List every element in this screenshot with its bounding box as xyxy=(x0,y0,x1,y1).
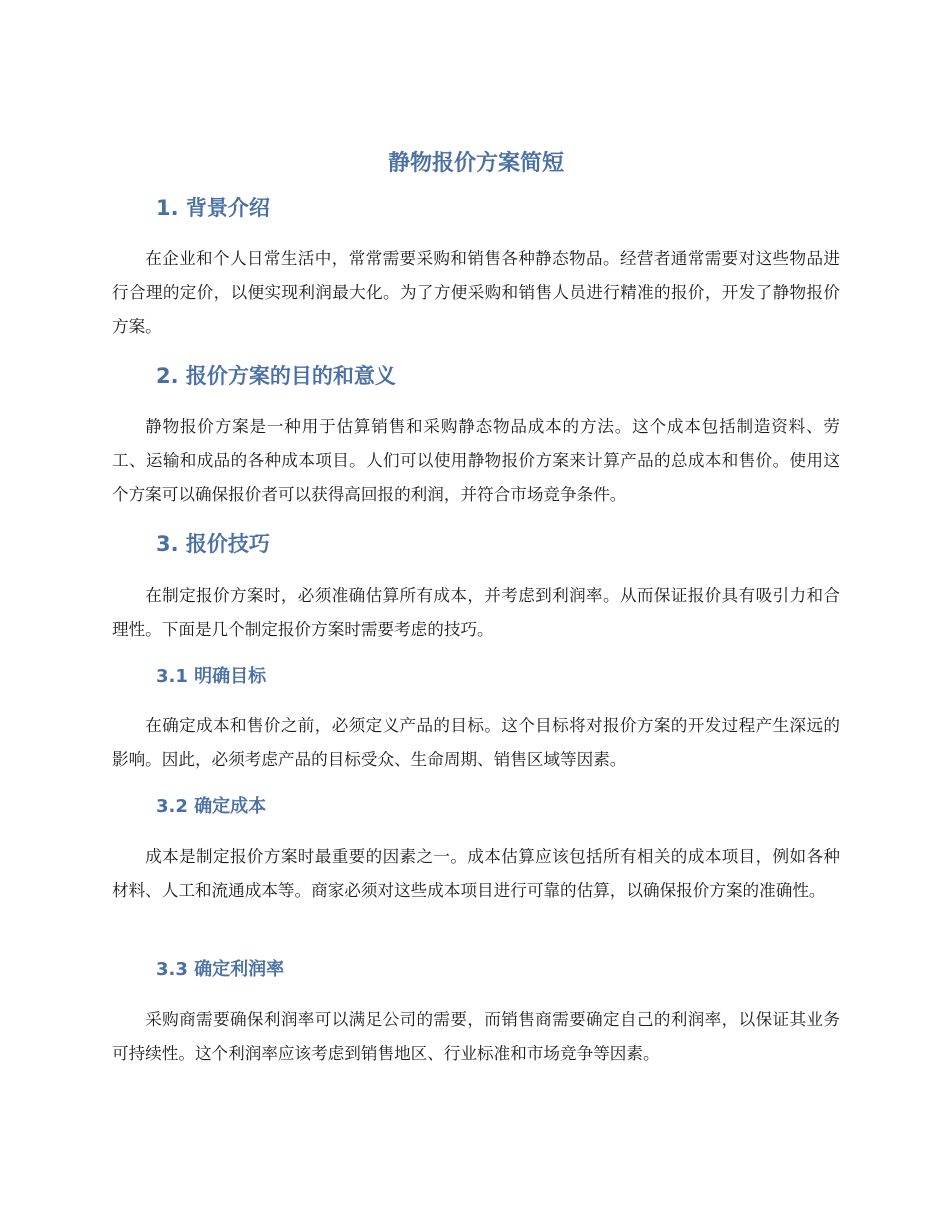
section-heading-purpose: 2. 报价方案的目的和意义 xyxy=(156,364,396,388)
section-body-background: 在企业和个人日常生活中，常常需要采购和销售各种静态物品。经营者通常需要对这些物品进行合理的定价，以便实现利润最大化。为了方便采购和销售人员进行精准的报价，开发了静物报价方案。 xyxy=(112,249,840,336)
subsection-heading-cost: 3.2 确定成本 xyxy=(156,796,267,817)
subsection-body-cost: 成本是制定报价方案时最重要的因素之一。成本估算应该包括所有相关的成本项目，例如各种材料、人工和流通成本等。商家必须对这些成本项目进行可靠的估算，以确保报价方案的准确性。 xyxy=(112,847,840,900)
subsection-heading-margin: 3.3 确定利润率 xyxy=(156,959,285,980)
subsection-body-margin: 采购商需要确保利润率可以满足公司的需要，而销售商需要确定自己的利润率，以保证其业务可持续性。这个利润率应该考虑到销售地区、行业标准和市场竞争等因素。 xyxy=(112,1010,840,1063)
section-body-purpose: 静物报价方案是一种用于估算销售和采购静态物品成本的方法。这个成本包括制造资料、劳工、运输和成品的各种成本项目。人们可以使用静物报价方案来计算产品的总成本和售价。使用这个方案可以确保报价者可以获得高回报的利润，并符合市场竞争条件。 xyxy=(112,417,840,504)
section-heading-background: 1. 背景介绍 xyxy=(156,196,270,220)
subsection-heading-goal: 3.1 明确目标 xyxy=(156,666,267,687)
document-title: 静物报价方案简短 xyxy=(387,151,564,176)
section-body-techniques: 在制定报价方案时，必须准确估算所有成本，并考虑到利润率。从而保证报价具有吸引力和合理性。下面是几个制定报价方案时需要考虑的技巧。 xyxy=(112,586,840,639)
subsection-body-goal: 在确定成本和售价之前，必须定义产品的目标。这个目标将对报价方案的开发过程产生深远的影响。因此，必须考虑产品的目标受众、生命周期、销售区域等因素。 xyxy=(112,716,840,769)
section-heading-techniques: 3. 报价技巧 xyxy=(156,532,270,556)
